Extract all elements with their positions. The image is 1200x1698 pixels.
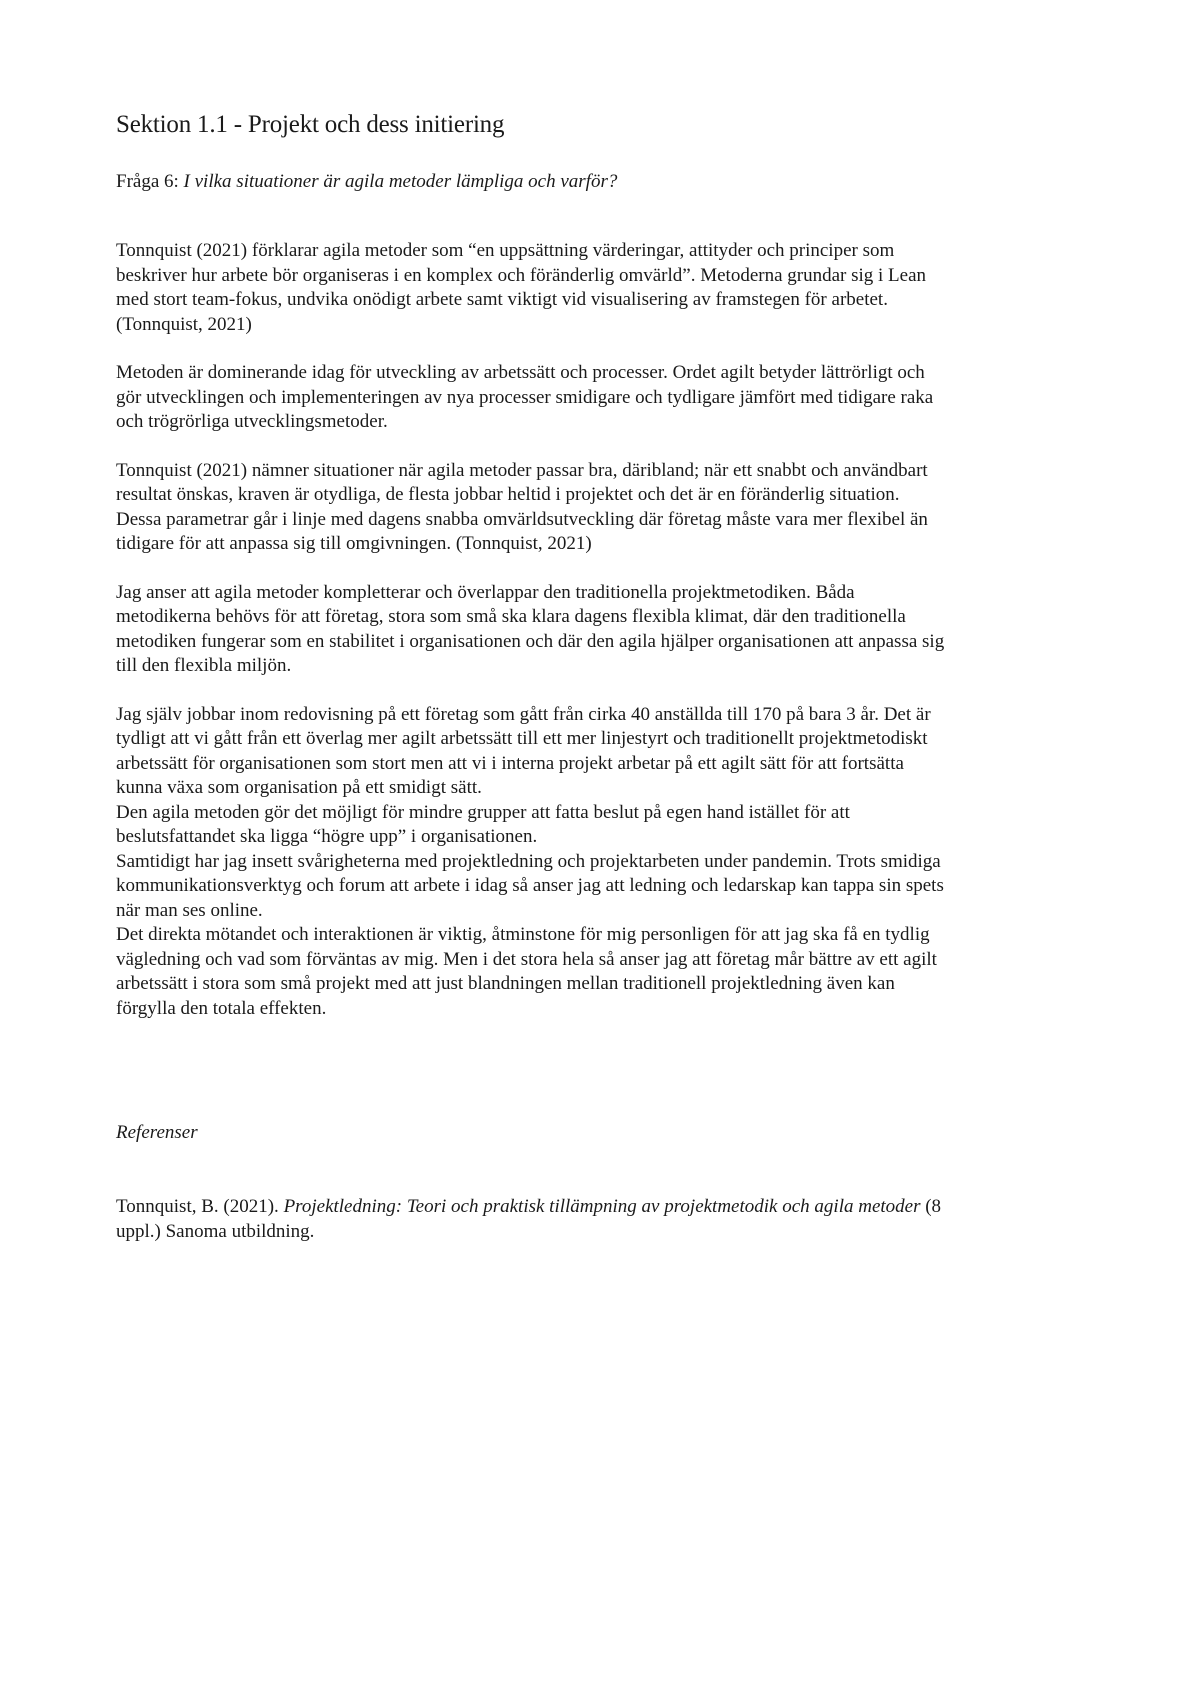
paragraph-line: kommunikationsverktyg och forum att arbete i idag så anser jag att ledning och ledarskap kan tappa sin spets [116,875,944,896]
section-heading: Sektion 1.1 - Projekt och dess initiering [116,111,505,138]
document-content [116,110,1106,1244]
reference-edition: (8 [920,1196,942,1217]
paragraph-line: Den agila metoden gör det möjligt för mindre grupper att fatta beslut på egen hand istället för att [116,801,850,823]
paragraph-line: arbetssätt i stora som små projekt med att just blandningen mellan traditionell projektledning även kan [116,973,895,994]
paragraph-line: Jag anser att agila metoder kompletterar och överlappar den traditionella projektmetodiken. Båda [116,581,855,603]
references-heading: Referenser [116,1122,198,1143]
paragraph-line: tidigare för att anpassa sig till omgivningen. (Tonnquist, 2021) [116,533,592,554]
reference-line [116,1195,1106,1220]
paragraph-line: Dessa parametrar går i linje med dagens snabba omvärldsutveckling där företag måste vara mer flexibel än [116,508,928,530]
paragraph-line: Det direkta mötandet och interaktionen är viktig, åtminstone för mig personligen för att jag ska få en tydlig [116,924,930,945]
paragraph-line: beskriver hur arbete bör organiseras i en komplex och föränderlig omvärld”. Metoderna grundar sig i Lean [116,264,927,286]
paragraph-line: metodikerna behövs för att företag, stora som små ska klara dagens flexibla klimat, där den traditionella [116,606,906,627]
paragraph-line: när man ses online. [116,899,263,921]
reference-author: Tonnquist, B. (2021). [116,1196,284,1217]
paragraph-line: gör utvecklingen och implementeringen av nya processer smidigare och tydligare jämfört med tidigare raka [116,386,934,408]
paragraph-line: Samtidigt har jag insett svårigheterna med projektledning och projektarbeten under pandemin. Trots smidiga [116,850,941,872]
paragraph-line: beslutsfattandet ska ligga “högre upp” i organisationen. [116,826,538,847]
question-text: I vilka situationer är agila metoder lämpliga och varför? [183,171,618,192]
paragraph-5 [116,703,1106,1022]
paragraph-line: kunna växa som organisation på ett smidigt sätt. [116,777,482,798]
paragraph-line: Metoden är dominerande idag för utveckling av arbetssätt och processer. Ordet agilt betyder lättrörligt och [116,362,925,383]
paragraph-2 [116,361,1106,435]
paragraph-line: (Tonnquist, 2021) [116,313,252,335]
reference-title: Projektledning: Teori och praktisk tillämpning av projektmetodik och agila metoder [283,1196,921,1217]
paragraph-line: Tonnquist (2021) förklarar agila metoder som “en uppsättning värderingar, attityder och principer som [116,240,895,261]
paragraph-line: tydligt att vi gått från ett överlag mer agilt arbetssätt till ett mer linjestyrt och traditionellt projektmetodiskt [116,728,928,749]
body-text [116,239,1106,1021]
reference-entry [116,1195,1106,1244]
paragraph-line: arbetssätt för organisationen som stort men att vi i interna projekt arbetar på ett agilt sätt för att fortsätta [116,752,904,774]
paragraph-line: och trögrörliga utvecklingsmetoder. [116,411,388,432]
paragraph-line: med stort team-fokus, undvika onödigt arbete samt viktigt vid visualisering av framstegen för arbetet. [116,289,888,310]
paragraph-line: vägledning och vad som förväntas av mig. Men i det stora hela så anser jag att företag mår bättre av ett agilt [116,948,937,970]
question-label: Fråga 6: [116,171,184,192]
paragraph-line: Tonnquist (2021) nämner situationer när agila metoder passar bra, däribland; när ett snabbt och användbart [116,459,928,481]
paragraph-line: Jag själv jobbar inom redovisning på ett företag som gått från cirka 40 anställda till 170 på bara 3 år. Det är [116,703,931,725]
question [116,170,1106,194]
reference-publisher: uppl.) Sanoma utbildning. [116,1220,315,1242]
paragraph-line: förgylla den totala effekten. [116,997,327,1019]
paragraph-4 [116,581,1106,679]
paragraph-3 [116,459,1106,557]
paragraph-1 [116,239,1106,337]
paragraph-line: metodiken fungerar som en stabilitet i organisationen och där den agila hjälper organisationen att anpassa sig [116,630,945,652]
paragraph-line: till den flexibla miljön. [116,655,292,676]
paragraph-line: resultat önskas, kraven är otydliga, de flesta jobbar heltid i projektet och det är en föränderlig situation. [116,484,900,505]
